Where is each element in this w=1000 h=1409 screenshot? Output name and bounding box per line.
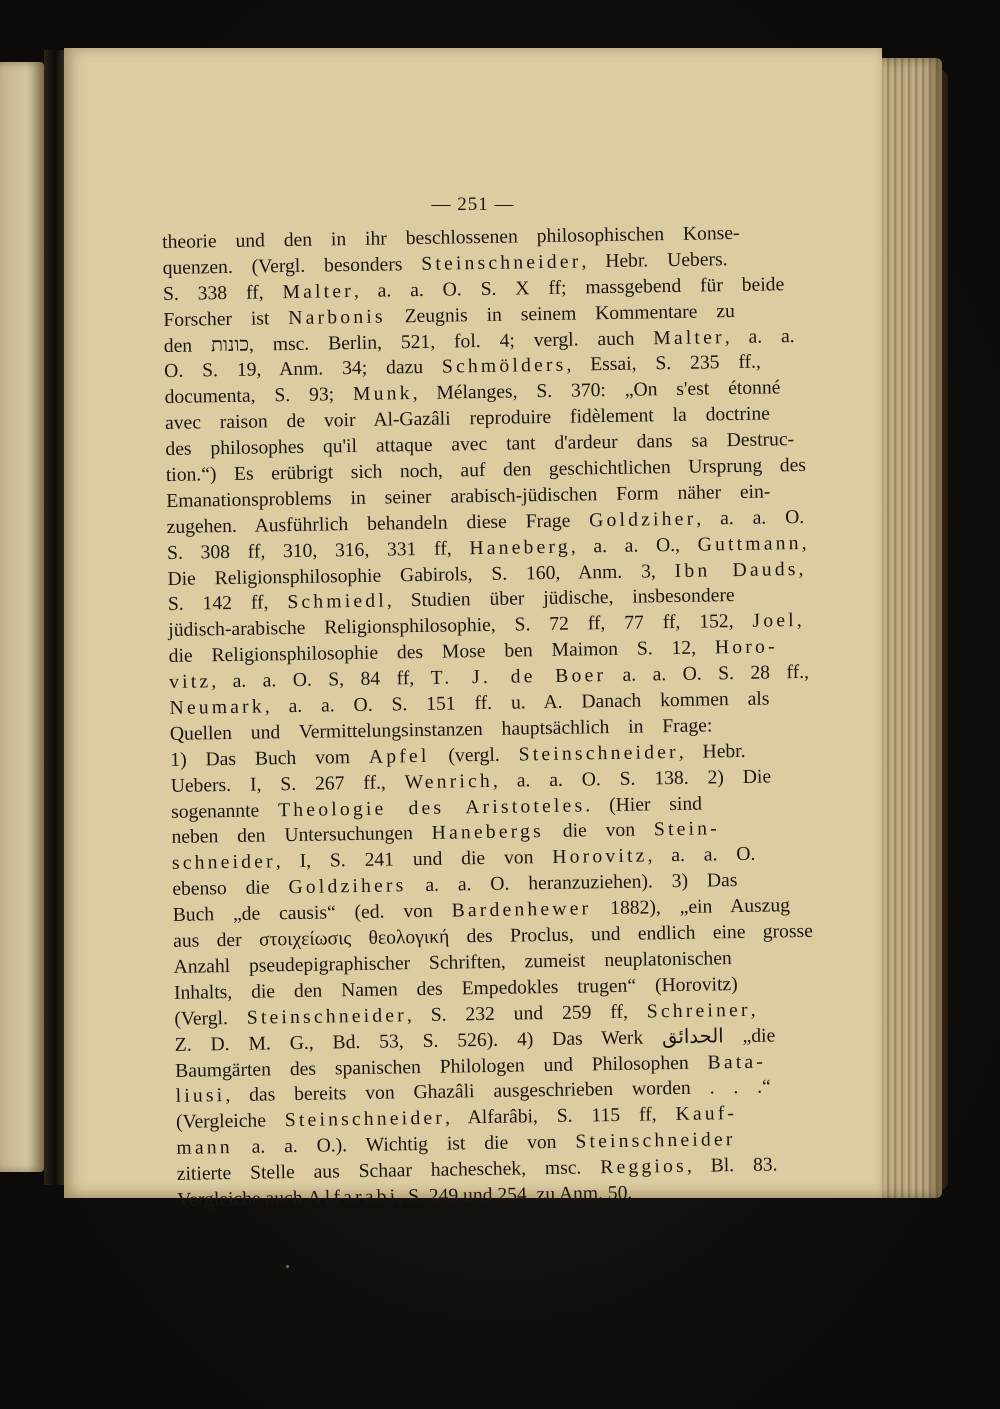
spaced-name: Guttmann xyxy=(697,532,802,556)
text-run: tion.“) Es erübrigt sich noch, auf den geschichtlichen Ursprung des xyxy=(165,454,807,486)
spaced-name: Bata- xyxy=(707,1051,767,1074)
spaced-name: vitz xyxy=(168,671,212,694)
text-run: , xyxy=(750,999,756,1021)
text-run: . (Hier sind xyxy=(585,793,703,817)
spaced-name: Stein- xyxy=(653,818,721,841)
text-run: , Essai, S. 235 ff., xyxy=(566,352,762,377)
book-page xyxy=(64,48,882,1211)
text-run: documenta, S. 93; xyxy=(164,384,354,409)
text-run: (Vergl. xyxy=(174,1007,247,1030)
text-run: , a. a. xyxy=(724,325,795,348)
text-run: 1882), „ein Auszug xyxy=(591,895,791,920)
text-run: a. a. O. S. 28 ff., xyxy=(605,662,810,687)
text-run: Inhalts, die den Namen des Empedokles trugen“ (Horovitz) xyxy=(173,973,738,1004)
spaced-name: Steinschneider xyxy=(284,1107,446,1132)
text-run: Anzahl pseudepigraphischer Schriften, zumeist neuplatonischen xyxy=(173,948,732,978)
text-run: Die Religionsphilosophie Gabirols, S. 160, Anm. 3, xyxy=(167,560,675,590)
text-run: jüdisch-arabische Religionsphilosophie, S. 72 ff, 77 ff, 152, xyxy=(168,611,753,642)
spaced-name: Neumark xyxy=(169,696,265,719)
text-run: , Hebr. Uebers. xyxy=(581,249,728,273)
text-run: , Bl. 83. xyxy=(686,1154,778,1177)
text-run: Uebers. I, S. 267 ff., xyxy=(170,771,405,797)
spaced-name: Steinschneider xyxy=(421,251,582,275)
text-run: neben den Untersuchungen xyxy=(171,823,432,849)
text-run: zugehen. Ausführlich behandeln diese Frage xyxy=(166,510,590,538)
text-run: (Vergleiche xyxy=(175,1110,286,1134)
text-run: Vergleiche auch xyxy=(177,1187,308,1211)
spaced-name: schneider xyxy=(171,851,276,875)
spaced-name: Steinschneider xyxy=(575,1129,736,1153)
text-run: 1) Das Buch vom xyxy=(170,746,370,771)
spaced-name: Malter xyxy=(653,326,725,349)
spaced-name: Joel xyxy=(752,610,797,633)
spaced-name: Malter xyxy=(282,280,355,303)
text-run: zitierte Stelle aus Schaar hacheschek, msc. xyxy=(176,1157,601,1185)
spaced-name: liusi xyxy=(175,1085,226,1108)
text-run: (vergl. xyxy=(429,744,519,767)
text-run: Quellen und Vermittelungsinstanzen hauptsächlich in Frage: xyxy=(169,715,713,745)
spaced-name: Apfel xyxy=(368,745,430,768)
spaced-name: Alfarabi xyxy=(307,1186,399,1209)
text-run: die Religionsphilosophie des Mose ben Maimon S. 12, xyxy=(168,637,716,668)
page-number: — 251 — xyxy=(431,194,515,215)
text-run: , Mélanges, S. 370: „On s'est étonné xyxy=(412,377,781,405)
text-run: , Alfarâbi, S. 115 ff, xyxy=(444,1104,676,1129)
text-run: O. S. 19, Anm. 34; dazu xyxy=(164,357,443,383)
spaced-name: Kauf- xyxy=(675,1103,738,1126)
spaced-name: Wenrich xyxy=(404,770,494,793)
spaced-name: Bardenhewer xyxy=(451,898,592,922)
text-run: , S. 232 und 259 ff, xyxy=(406,1001,647,1026)
spaced-name: Goldzihers xyxy=(288,875,407,899)
spaced-name: Hanebergs xyxy=(431,821,545,845)
text-run: S. 338 ff, xyxy=(162,281,283,305)
text-run: a. a. O. heranzuziehen). 3) Das xyxy=(406,870,738,897)
text-run: aus der στοιχείωσις θεολογική des Proclus, und endlich eine grosse xyxy=(173,920,813,952)
text-run: des philosophes qu'il attaque avec tant d'ardeur dans sa Destruc- xyxy=(165,429,795,461)
text-run: Forscher ist xyxy=(163,307,289,331)
text-run: , xyxy=(796,610,802,632)
text-run: quenzen. (Vergl. besonders xyxy=(162,253,422,279)
spaced-name: T. J. de Boer xyxy=(430,665,607,689)
footnote-text xyxy=(162,220,817,1214)
text-run: , I, S. 241 und die von xyxy=(275,847,553,873)
book-gutter xyxy=(44,50,66,1185)
text-run: ebenso die xyxy=(172,877,289,901)
text-run: Z. D. M. G., Bd. 53, S. 526). 4) Das Werk الحدائق „die xyxy=(174,1025,776,1056)
text-run: Buch „de causis“ (ed. von xyxy=(172,900,452,927)
spaced-name: Horo- xyxy=(714,636,778,659)
text-run: Zeugnis in seinem Kommentare zu xyxy=(385,300,735,328)
spaced-name: mann xyxy=(176,1137,233,1160)
text-run: a. a. O.). Wichtig ist die von xyxy=(232,1131,576,1159)
speck-mark xyxy=(286,1265,289,1268)
text-run: , a. a. O. xyxy=(696,506,805,530)
text-run: , a. a. O. S, 84 ff, xyxy=(211,667,431,693)
spaced-name: Haneberg xyxy=(469,536,571,559)
text-run: , Hebr. xyxy=(678,740,746,763)
spaced-name: Schmiedl xyxy=(287,590,388,614)
text-run: theorie und den in ihr beschlossenen philosophischen Konse- xyxy=(162,222,740,253)
spaced-name: Theologie des Aristoteles xyxy=(278,795,586,821)
spaced-name: Steinschneider xyxy=(518,741,679,766)
spaced-name: Goldziher xyxy=(589,508,697,532)
text-run: S. 308 ff, 310, 316, 331 ff, xyxy=(166,537,470,564)
spaced-name: Reggios xyxy=(600,1155,688,1179)
text-run: , a. a. O. S. 151 ff. u. A. Danach kommen als xyxy=(264,688,770,718)
text-run: den כונות, msc. Berlin, 521, fol. 4; vergl. auch xyxy=(163,327,654,357)
text-run: , a. a. O. xyxy=(647,844,756,867)
page-stack-edge xyxy=(876,58,942,1198)
spaced-name: Schmölders xyxy=(441,355,567,379)
text-run: , a. a. O. S. 138. 2) Die xyxy=(492,766,772,792)
text-run: avec raison de voir Al-Gazâli reproduire fidèlement la doctrine xyxy=(164,403,771,435)
spaced-name: Munk xyxy=(352,383,413,406)
text-run: sogenannte xyxy=(170,799,279,823)
text-run: Emanationsproblems in seiner arabisch-jüdischen Form näher ein- xyxy=(166,481,771,512)
spaced-name: Narbonis xyxy=(288,306,386,329)
spaced-name: Ibn Dauds xyxy=(674,558,799,582)
spaced-name: Steinschneider xyxy=(246,1004,408,1029)
text-run: , Studien über jüdische, insbesondere xyxy=(386,585,735,612)
text-run: , S. 249 und 254, zu Anm. 50. xyxy=(398,1182,633,1208)
text-run: die von xyxy=(543,819,655,843)
text-run: S. 142 ff, xyxy=(167,592,288,616)
text-run: , a. a. O., xyxy=(570,534,698,558)
text-run: Baumgärten des spanischen Philologen und Philosophen xyxy=(175,1052,708,1082)
text-run: , a. a. O. S. X ff; massgebend für beide xyxy=(353,274,785,302)
text-run: , xyxy=(801,532,807,554)
text-run: , das bereits von Ghazâli ausgeschrieben worden . . .“ xyxy=(225,1076,771,1107)
spaced-name: Horovitz xyxy=(552,845,648,869)
spaced-name: Schreiner xyxy=(646,999,751,1023)
text-run: , xyxy=(798,558,804,580)
left-page-edge xyxy=(0,62,44,1172)
